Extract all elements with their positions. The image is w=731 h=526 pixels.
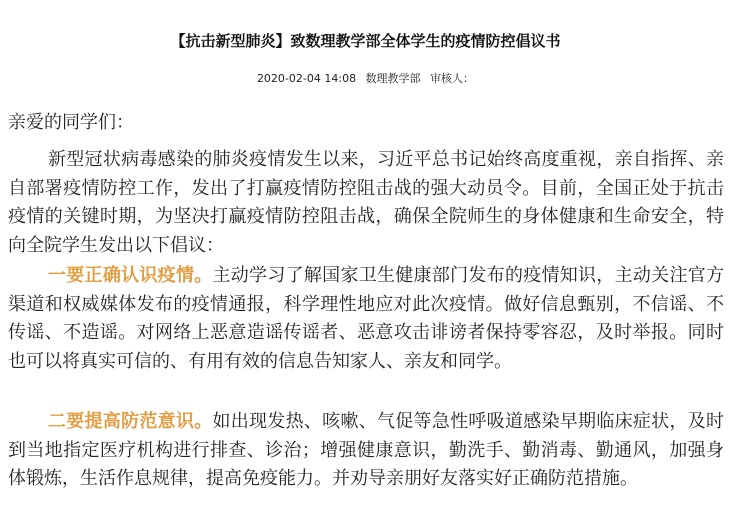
paragraph-point-1 xyxy=(8,262,724,376)
paragraph-heading: 二要提高防范意识。 xyxy=(48,411,213,432)
paragraph-text: 主动学习了解国家卫生健康部门发布的疫情知识，主动关注官方渠道和权威媒体发布的疫情通报，科学理性地应对此次疫情。做好信息甄别，不信谣、不传谣、不造谣。对网络上恶意造谣传谣者、恶意攻击诽谤者保持零容忍，及时举报。同时也可以将真实可信的、有用有效的信息告知家人、亲友和同学。 xyxy=(8,265,724,372)
paragraph-heading: 一要正确认识疫情。 xyxy=(48,265,213,286)
paragraph-point-2 xyxy=(8,408,724,494)
article-title: 【抗击新型肺炎】致数理教学部全体学生的疫情防控倡议书 xyxy=(170,32,561,50)
paragraph-text: 新型冠状病毒感染的肺炎疫情发生以来，习近平总书记始终高度重视，亲自指挥、亲自部署疫情防控工作，发出了打赢疫情防控阻击战的强大动员令。目前，全国正处于抗击疫情的关键时期，为坚决打赢疫情防控阻击战，确保全院师生的身体健康和生命安全，特向全院学生发出以下倡议： xyxy=(8,149,724,256)
greeting: 亲爱的同学们： xyxy=(8,112,134,133)
publish-datetime: 2020-02-04 14:08 xyxy=(256,72,357,85)
paragraph-text: 如出现发热、咳嗽、气促等急性呼吸道感染早期临床症状，及时到当地指定医疗机构进行排查、诊治；增强健康意识，勤洗手、勤消毒、勤通风，加强身体锻炼，生活作息规律，提高免疫能力。并劝导亲朋好友落实好正确防范措施。 xyxy=(8,411,724,489)
reviewer-label: 审核人： xyxy=(430,72,475,85)
department-name: 数理教学部 xyxy=(365,72,421,85)
article-meta xyxy=(0,72,731,86)
paragraph-intro xyxy=(8,146,724,260)
